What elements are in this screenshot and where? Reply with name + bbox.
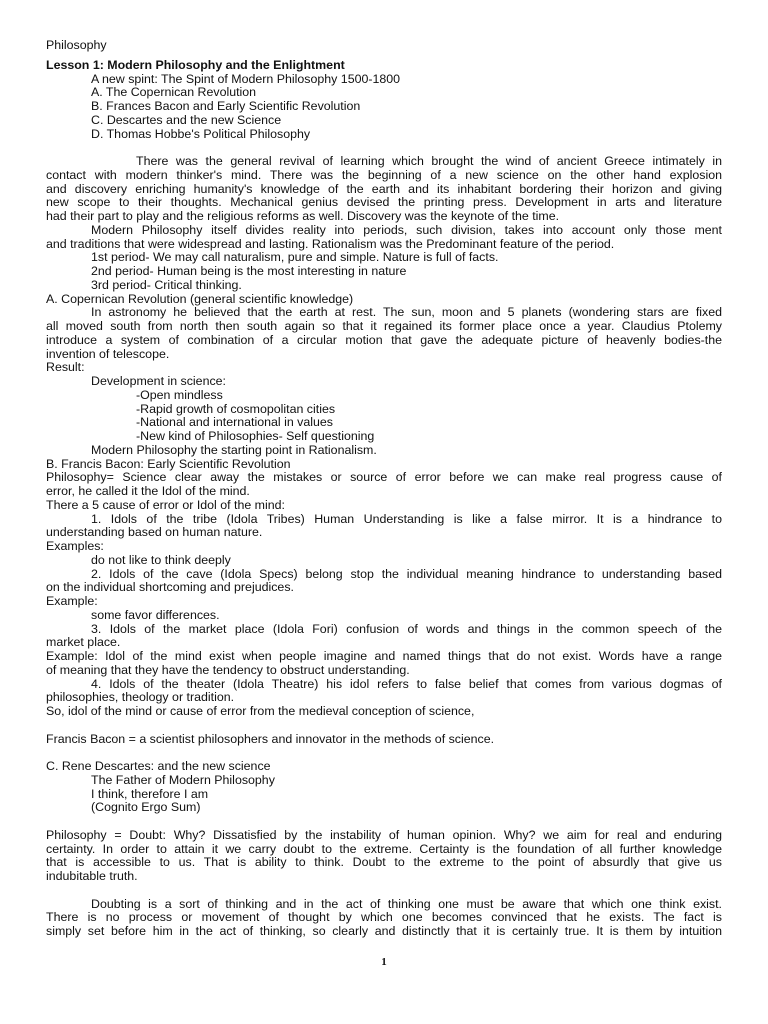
idol-market-example [46,650,722,678]
paragraph-line: Example: Idol of the mind exist when people imagine and named things that do not exist. Words have a range [46,649,722,663]
paragraph-line: Philosophy = Doubt: Why? Dissatisfied by the instability of human opinion. Why? we aim for real and enduring [46,827,722,842]
section-b-heading: B. Francis Bacon: Early Scientific Revolution [46,456,291,471]
paragraph-line: indubitable truth. [46,869,138,883]
doubt-paragraph [46,829,722,884]
paragraph-line: of meaning that they have the tendency to obstruct understanding. [46,662,410,677]
period-item: 3rd period- Critical thinking. [91,277,242,292]
paragraph-line: 3. Idols of the market place (Idola Fori) confusion of words and things in the common speech of the [91,621,722,636]
outline-line: A new spint: The Spint of Modern Philosophy 1500-1800 [91,71,401,86]
periods-list [46,251,722,292]
paragraph-line: new scope to their thoughts. Mechanical genius devised the printing press. Development in arts and literature [46,195,722,210]
paragraph-line: There was the general revival of learning which brought the wind of ancient Greece intimately in [136,154,722,168]
paragraph-line: There is no process or movement of thought by which one becomes convinced that he exists. The fact is [46,910,722,925]
paragraph-line: market place. [46,635,121,650]
paragraph-line: and discovery enriching humanity's knowledge of the earth and its inhabitant bordering their horizon and giving [46,181,722,196]
lesson-title: Lesson 1: Modern Philosophy and the Enlightment [46,57,345,72]
thinking-paragraph [46,898,722,939]
paragraph-line: and traditions that were widespread and lasting. Rationalism was the Predominant feature of the period. [46,236,615,251]
page-number: 1 [381,956,387,968]
outline-line: A. The Copernican Revolution [91,85,257,100]
section-a-heading: A. Copernican Revolution (general scientific knowledge) [46,291,354,306]
paragraph-line: invention of telescope. [46,346,170,361]
paragraph-line: simply set before him in the act of thinking, so clearly and distinctly that it is certainly true. It is them by intuition [46,924,722,938]
outline-line: B. Frances Bacon and Early Scientific Revolution [91,99,361,113]
idol-theater [46,678,722,706]
intro-outline [46,73,722,142]
paragraph-line: 1. Idols of the tribe (Idola Tribes) Human Understanding is like a false mirror. It is a hindrance to [91,511,722,526]
bacon-summary: Francis Bacon = a scientist philosophers and innovator in the methods of science. [46,731,495,746]
development-label: Development in science: [91,374,226,388]
list-item: -Rapid growth of cosmopolitan cities [136,401,336,416]
period-item: 1st period- We may call naturalism, pure and simple. Nature is full of facts. [91,250,499,265]
list-item: -National and international in values [136,415,333,430]
paragraph-revival [46,155,722,224]
outline-line: C. Descartes and the new Science [91,112,282,127]
example-label: Example: [46,594,98,608]
paragraph-line: contact with modern thinker's mind. There was the beginning of a new science on the other hand explosion [46,167,722,182]
paragraph-line: that is accessible to us. That is ability to think. Doubt to the extreme to the point of absurdly that give us [46,855,722,870]
outline-line: D. Thomas Hobbe's Political Philosophy [91,126,311,141]
example-text: some favor differences. [91,607,220,622]
list-item: (Cognito Ergo Sum) [91,800,201,815]
list-item: The Father of Modern Philosophy [91,772,275,787]
paragraph-line: on the individual shortcoming and prejudices. [46,580,294,595]
section-a-text [46,306,722,361]
examples-label: Examples: [46,539,104,553]
paragraph-line: Doubting is a sort of thinking and in the act of thinking one must be aware that which one think exist. [91,896,722,911]
paragraph-line: introduce a system of combination of a circular motion that gave the adequate picture of heavenly bodies-the [46,332,722,347]
modern-start-line: Modern Philosophy the starting point in Rationalism. [91,442,377,457]
section-c-lines [46,774,722,815]
paragraph-line: understanding based on human nature. [46,525,263,540]
idol-tribe [46,513,722,541]
list-item: -Open mindless [136,387,223,402]
list-item: I think, therefore I am [91,786,209,801]
result-label: Result: [46,360,85,375]
paragraph-line: 4. Idols of the theater (Idola Theatre) his idol refers to false belief that comes from various dogmas of [91,676,722,691]
period-item: 2nd period- Human being is the most interesting in nature [91,264,407,278]
paragraph-periods [46,224,722,252]
idol-cave [46,568,722,596]
paragraph-line: Philosophy= Science clear away the mistakes or source of error before we can make real progress cause of [46,470,722,485]
paragraph-line: had their part to play and the religious reforms as well. Discovery was the keynote of the time. [46,209,560,223]
example-text: do not like to think deeply [91,552,231,567]
idol-summary: So, idol of the mind or cause of error from the medieval conception of science, [46,704,475,718]
list-item: -New kind of Philosophies- Self questioning [136,429,375,443]
development-list [46,389,722,444]
section-c-heading: C. Rene Descartes: and the new science [46,759,271,773]
paragraph-line: all moved south from north then south again so that it regained its former place once a year. Claudius Ptolemy [46,319,722,333]
idol-market [46,623,722,651]
section-b-definition [46,471,722,499]
paragraph-line: certainty. In order to attain it we carry doubt to the extreme. Certainty is the foundation of all further knowledge [46,841,722,856]
causes-intro: There a 5 cause of error or Idol of the mind: [46,497,285,512]
paragraph-line: error, he called it the Idol of the mind. [46,484,250,498]
paragraph-line: philosophies, theology or tradition. [46,690,235,705]
document-header: Philosophy [46,38,107,52]
paragraph-line: 2. Idols of the cave (Idola Specs) belong stop the individual meaning hindrance to understanding based [91,566,722,581]
paragraph-line: Modern Philosophy itself divides reality into periods, such division, takes into account only those ment [91,222,722,237]
paragraph-line: In astronomy he believed that the earth at rest. The sun, moon and 5 planets (wondering stars are fixed [91,305,722,320]
document-page [46,39,722,939]
